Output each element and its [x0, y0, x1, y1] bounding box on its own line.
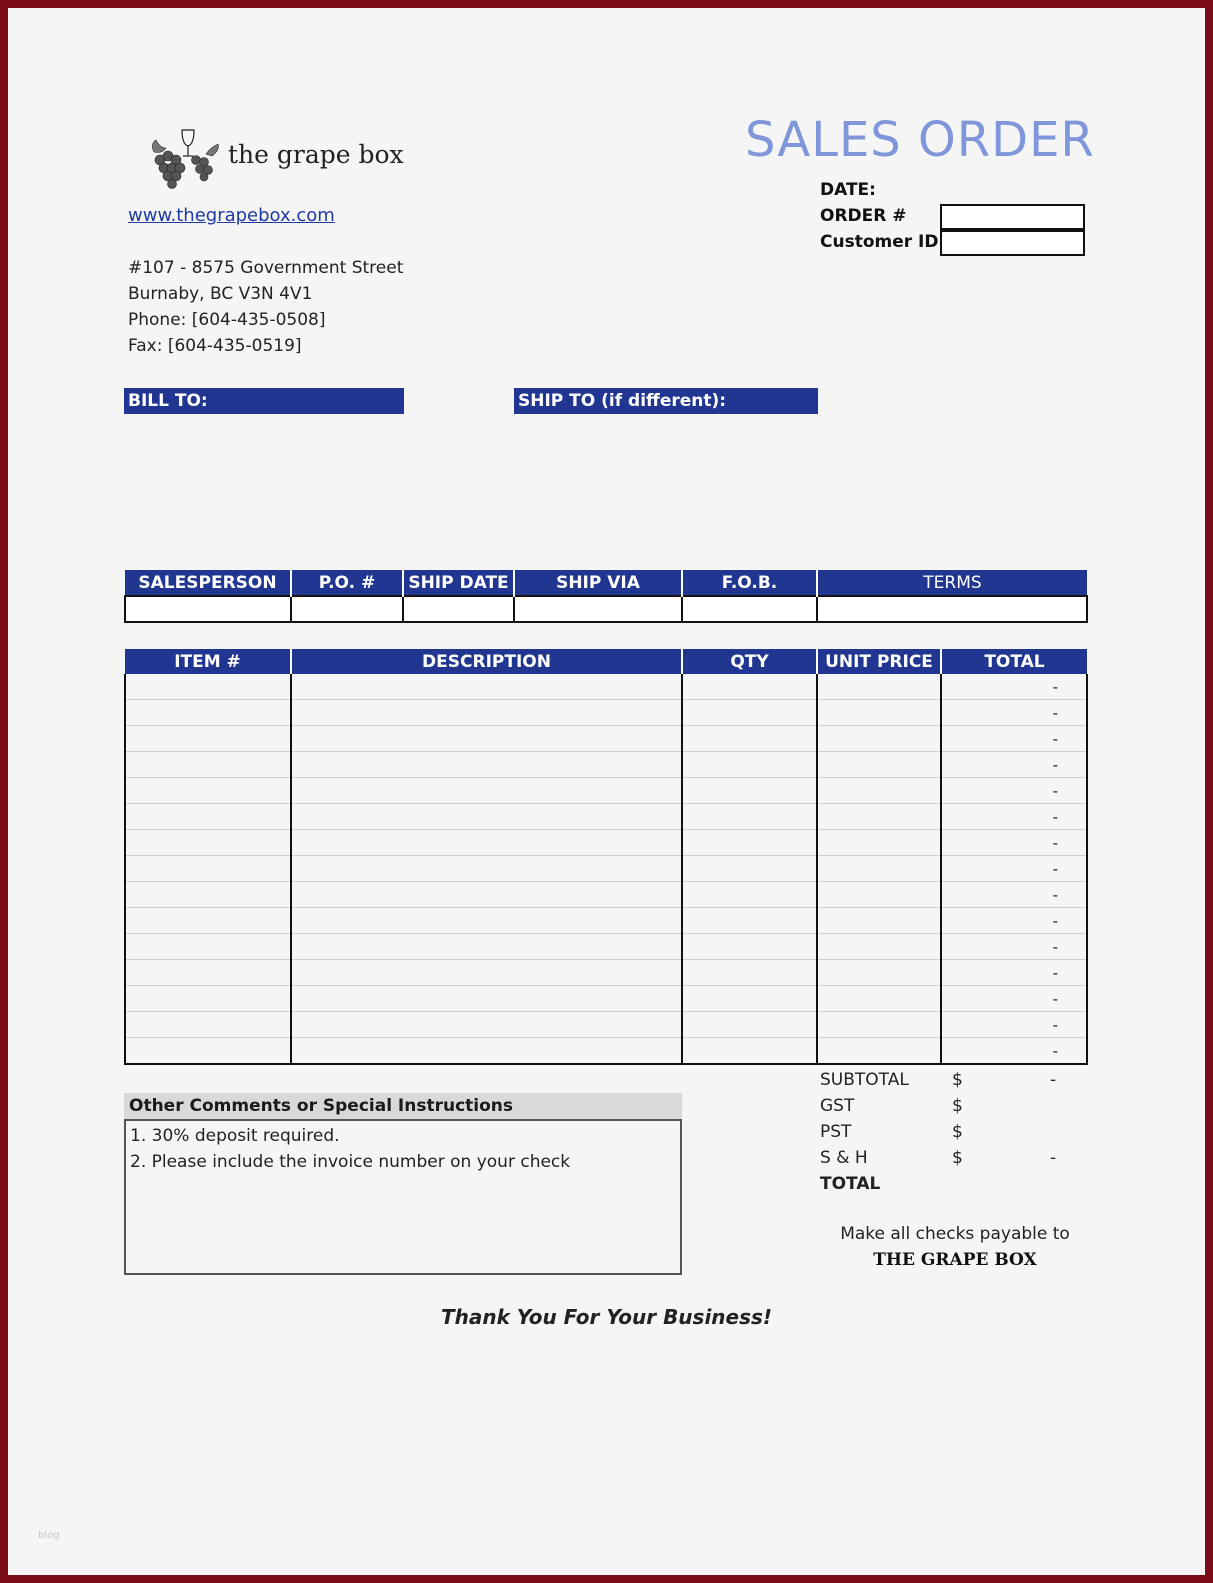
line-total-cell: -	[941, 804, 1087, 830]
pst-label: PST	[820, 1122, 852, 1142]
page-title: SALES ORDER	[745, 112, 1095, 168]
line-total-cell: -	[941, 1012, 1087, 1038]
table-row	[125, 908, 1087, 934]
shipping-handling-value: -	[1050, 1148, 1057, 1168]
unit-price-cell[interactable]	[817, 960, 941, 986]
bill-to-header: BILL TO:	[124, 388, 404, 414]
thank-you-message: Thank You For Your Business!	[440, 1305, 773, 1329]
pst-currency: $	[952, 1122, 963, 1142]
qty-cell[interactable]	[682, 700, 817, 726]
line-total-cell: -	[941, 908, 1087, 934]
customer-id-label: Customer ID	[820, 232, 939, 252]
gst-currency: $	[952, 1096, 963, 1116]
address-line-2: Burnaby, BC V3N 4V1	[128, 284, 313, 304]
item-number-cell[interactable]	[125, 752, 291, 778]
table-row	[125, 934, 1087, 960]
unit-price-cell[interactable]	[817, 908, 941, 934]
table-row	[125, 674, 1087, 700]
qty-cell[interactable]	[682, 726, 817, 752]
item-number-cell[interactable]	[125, 726, 291, 752]
salesperson-cell[interactable]	[125, 596, 291, 622]
line-total-cell: -	[941, 986, 1087, 1012]
table-row	[125, 752, 1087, 778]
table-row	[125, 856, 1087, 882]
total-header: TOTAL	[941, 649, 1087, 674]
description-cell[interactable]	[291, 674, 682, 700]
po-number-cell[interactable]	[291, 596, 403, 622]
line-total-cell: -	[941, 830, 1087, 856]
table-row	[125, 1012, 1087, 1038]
item-number-cell[interactable]	[125, 856, 291, 882]
description-cell[interactable]	[291, 934, 682, 960]
subtotal-value: -	[1050, 1070, 1057, 1090]
description-cell[interactable]	[291, 882, 682, 908]
unit-price-cell[interactable]	[817, 882, 941, 908]
fax-number: Fax: [604-435-0519]	[128, 336, 302, 356]
ship-to-header: SHIP TO (if different):	[514, 388, 818, 414]
line-total-cell: -	[941, 882, 1087, 908]
description-cell[interactable]	[291, 986, 682, 1012]
item-number-cell[interactable]	[125, 674, 291, 700]
unit-price-cell[interactable]	[817, 752, 941, 778]
order-number-label: ORDER #	[820, 206, 907, 226]
item-number-cell[interactable]	[125, 700, 291, 726]
description-cell[interactable]	[291, 1038, 682, 1065]
phone-number: Phone: [604-435-0508]	[128, 310, 326, 330]
shipping-handling-currency: $	[952, 1148, 963, 1168]
description-cell[interactable]	[291, 830, 682, 856]
address-line-1: #107 - 8575 Government Street	[128, 258, 404, 278]
unit-price-cell[interactable]	[817, 830, 941, 856]
description-cell[interactable]	[291, 960, 682, 986]
company-name: the grape box	[228, 140, 404, 169]
qty-header: QTY	[682, 649, 817, 674]
table-row	[125, 882, 1087, 908]
salesperson-header: SALESPERSON	[125, 570, 291, 596]
line-total-cell: -	[941, 960, 1087, 986]
payable-note: Make all checks payable to	[840, 1224, 1070, 1244]
po-number-header: P.O. #	[291, 570, 403, 596]
description-cell[interactable]	[291, 804, 682, 830]
description-cell[interactable]	[291, 700, 682, 726]
description-cell[interactable]	[291, 908, 682, 934]
item-number-cell[interactable]	[125, 1012, 291, 1038]
item-number-header: ITEM #	[125, 649, 291, 674]
comment-line: 2. Please include the invoice number on your check	[130, 1152, 571, 1172]
comments-box[interactable]	[124, 1119, 682, 1275]
ship-via-cell[interactable]	[514, 596, 682, 622]
ship-date-header: SHIP DATE	[403, 570, 514, 596]
terms-header: TERMS	[817, 570, 1087, 596]
qty-cell[interactable]	[682, 830, 817, 856]
line-total-cell: -	[941, 726, 1087, 752]
ship-date-cell[interactable]	[403, 596, 514, 622]
subtotal-label: SUBTOTAL	[820, 1070, 909, 1090]
table-row	[125, 726, 1087, 752]
item-number-cell[interactable]	[125, 804, 291, 830]
item-number-cell[interactable]	[125, 1038, 291, 1065]
unit-price-cell[interactable]	[817, 674, 941, 700]
qty-cell[interactable]	[682, 778, 817, 804]
table-row	[125, 804, 1087, 830]
description-cell[interactable]	[291, 1012, 682, 1038]
unit-price-cell[interactable]	[817, 986, 941, 1012]
qty-cell[interactable]	[682, 1038, 817, 1065]
table-row	[125, 1038, 1087, 1065]
subtotal-currency: $	[952, 1070, 963, 1090]
line-total-cell: -	[941, 934, 1087, 960]
qty-cell[interactable]	[682, 908, 817, 934]
item-number-cell[interactable]	[125, 960, 291, 986]
description-header: DESCRIPTION	[291, 649, 682, 674]
website-link[interactable]: www.thegrapebox.com	[128, 205, 335, 226]
table-row	[125, 700, 1087, 726]
shipping-handling-label: S & H	[820, 1148, 868, 1168]
table-row	[125, 986, 1087, 1012]
customer-id-field[interactable]	[940, 230, 1085, 256]
payee-name: THE GRAPE BOX	[873, 1250, 1037, 1270]
qty-cell[interactable]	[682, 934, 817, 960]
comment-line: 1. 30% deposit required.	[130, 1126, 340, 1146]
item-number-cell[interactable]	[125, 986, 291, 1012]
description-cell[interactable]	[291, 778, 682, 804]
table-row	[125, 830, 1087, 856]
description-cell[interactable]	[291, 856, 682, 882]
date-label: DATE:	[820, 180, 876, 200]
fob-header: F.O.B.	[682, 570, 817, 596]
line-total-cell: -	[941, 752, 1087, 778]
item-number-cell[interactable]	[125, 778, 291, 804]
unit-price-cell[interactable]	[817, 856, 941, 882]
item-number-cell[interactable]	[125, 882, 291, 908]
line-total-cell: -	[941, 856, 1087, 882]
unit-price-cell[interactable]	[817, 804, 941, 830]
watermark-text: blog	[38, 1530, 60, 1541]
qty-cell[interactable]	[682, 804, 817, 830]
line-total-cell: -	[941, 700, 1087, 726]
qty-cell[interactable]	[682, 960, 817, 986]
gst-label: GST	[820, 1096, 855, 1116]
unit-price-cell[interactable]	[817, 1012, 941, 1038]
qty-cell[interactable]	[682, 752, 817, 778]
qty-cell[interactable]	[682, 882, 817, 908]
unit-price-cell[interactable]	[817, 1038, 941, 1065]
table-row	[125, 960, 1087, 986]
unit-price-cell[interactable]	[817, 934, 941, 960]
unit-price-header: UNIT PRICE	[817, 649, 941, 674]
grape-logo-icon	[146, 126, 224, 196]
ship-via-header: SHIP VIA	[514, 570, 682, 596]
order-info-table	[124, 570, 1088, 623]
line-total-cell: -	[941, 674, 1087, 700]
qty-cell[interactable]	[682, 856, 817, 882]
item-number-cell[interactable]	[125, 934, 291, 960]
unit-price-cell[interactable]	[817, 778, 941, 804]
line-items-table	[124, 649, 1088, 1065]
unit-price-cell[interactable]	[817, 726, 941, 752]
fob-cell[interactable]	[682, 596, 817, 622]
qty-cell[interactable]	[682, 986, 817, 1012]
description-cell[interactable]	[291, 726, 682, 752]
qty-cell[interactable]	[682, 674, 817, 700]
comments-heading: Other Comments or Special Instructions	[124, 1093, 682, 1119]
unit-price-cell[interactable]	[817, 700, 941, 726]
item-number-cell[interactable]	[125, 908, 291, 934]
table-row	[125, 778, 1087, 804]
order-number-field[interactable]	[940, 204, 1085, 230]
line-total-cell: -	[941, 1038, 1087, 1065]
description-cell[interactable]	[291, 752, 682, 778]
terms-cell[interactable]	[817, 596, 1087, 622]
grand-total-label: TOTAL	[820, 1174, 881, 1194]
item-number-cell[interactable]	[125, 830, 291, 856]
line-total-cell: -	[941, 778, 1087, 804]
qty-cell[interactable]	[682, 1012, 817, 1038]
